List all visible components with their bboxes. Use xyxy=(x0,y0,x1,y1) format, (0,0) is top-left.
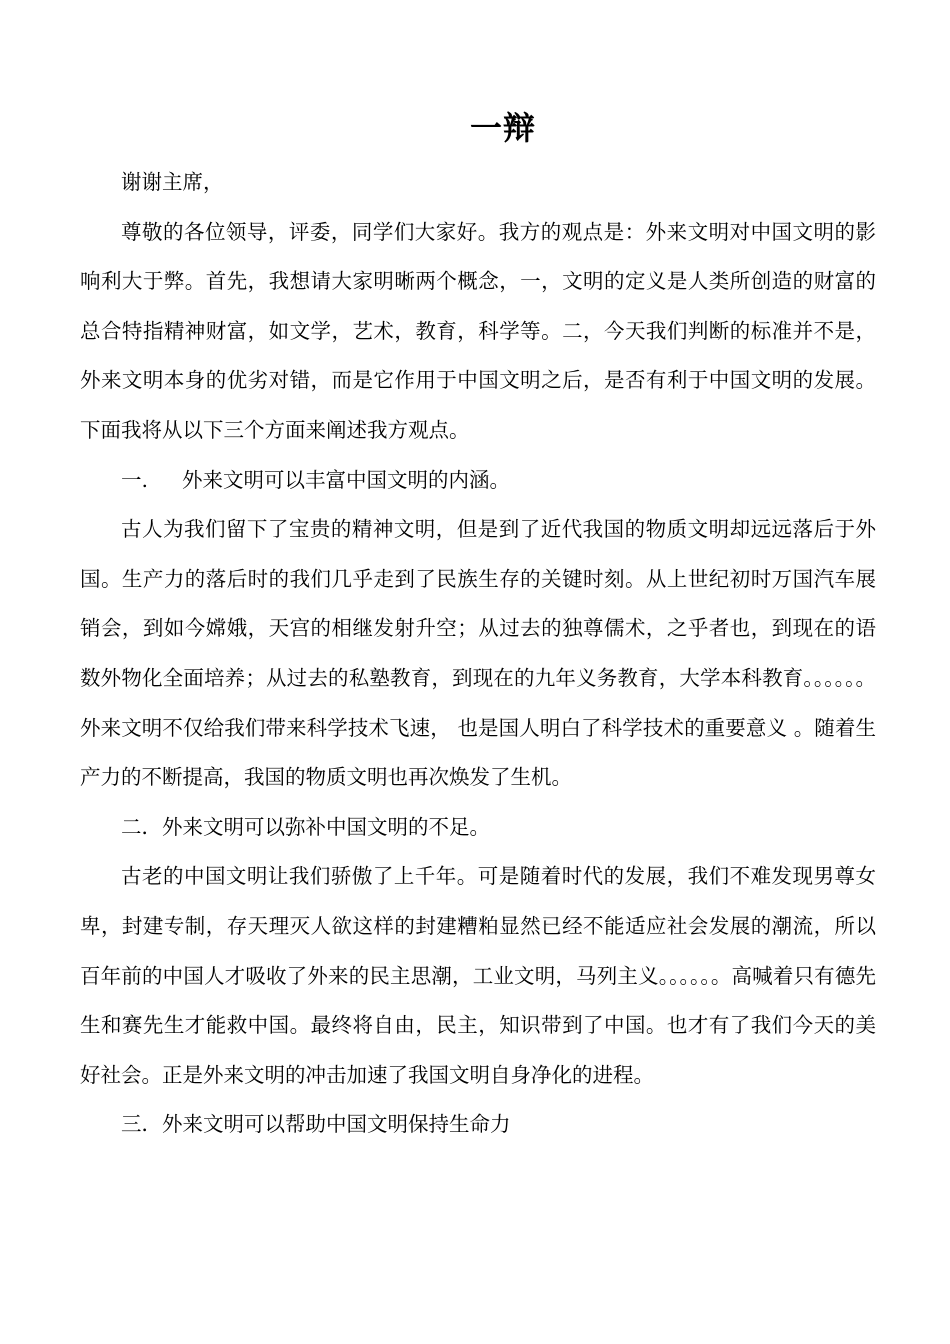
greeting-paragraph: 谢谢主席， xyxy=(121,170,224,194)
document-body xyxy=(80,158,876,1150)
section-three-heading: 三．外来文明可以帮助中国文明保持生命力 xyxy=(121,1112,511,1137)
section-two-paragraph: 古老的中国文明让我们骄傲了上千年。可是随着时代的发展，我们不难发现男尊女卑，封建专制，存天理灭人欲这样的封建糟粕显然已经不能适应社会发展的潮流，所以百年前的中国人才吸收了外来的民主思潮，工业文明，马列主义。。。。。。高喊着只有德先生和赛先生才能救中国。最终将自由，民主，知识带到了中国。也才有了我们今天的美好社会。正是外来文明的冲击加速了我国文明自身净化的进程。 xyxy=(80,864,876,1087)
section-one-paragraph: 古人为我们留下了宝贵的精神文明，但是到了近代我国的物质文明却远远落后于外国。生产力的落后时的我们几乎走到了民族生存的关键时刻。从上世纪初时万国汽车展销会，到如今嫦娥，天宫的相继发射升空；从过去的独尊儒术，之乎者也，到现在的语数外物化全面培养；从过去的私塾教育，到现在的九年义务教育，大学本科教育。。。。。。外来文明不仅给我们带来科学技术飞速， 也是国人明白了科学技术的重要意义 。随着生产力的不断提高，我国的物质文明也再次焕发了生机。 xyxy=(80,517,876,790)
section-one-title: 外来文明可以丰富中国文明的内涵。 xyxy=(182,467,511,492)
section-two-heading: 二．外来文明可以弥补中国文明的不足。 xyxy=(121,814,490,839)
document-title: 一辩 xyxy=(469,109,536,147)
section-one-heading xyxy=(80,456,876,506)
intro-paragraph: 尊敬的各位领导，评委，同学们大家好。我方的观点是：外来文明对中国文明的影响利大于弊。首先，我想请大家明晰两个概念，一，文明的定义是人类所创造的财富的总合特指精神财富，如文学，艺术，教育，科学等。二，今天我们判断的标准并不是，外来文明本身的优劣对错，而是它作用于中国文明之后，是否有利于中国文明的发展。下面我将从以下三个方面来阐述我方观点。 xyxy=(80,219,876,442)
section-one-number: 一. xyxy=(121,467,149,492)
